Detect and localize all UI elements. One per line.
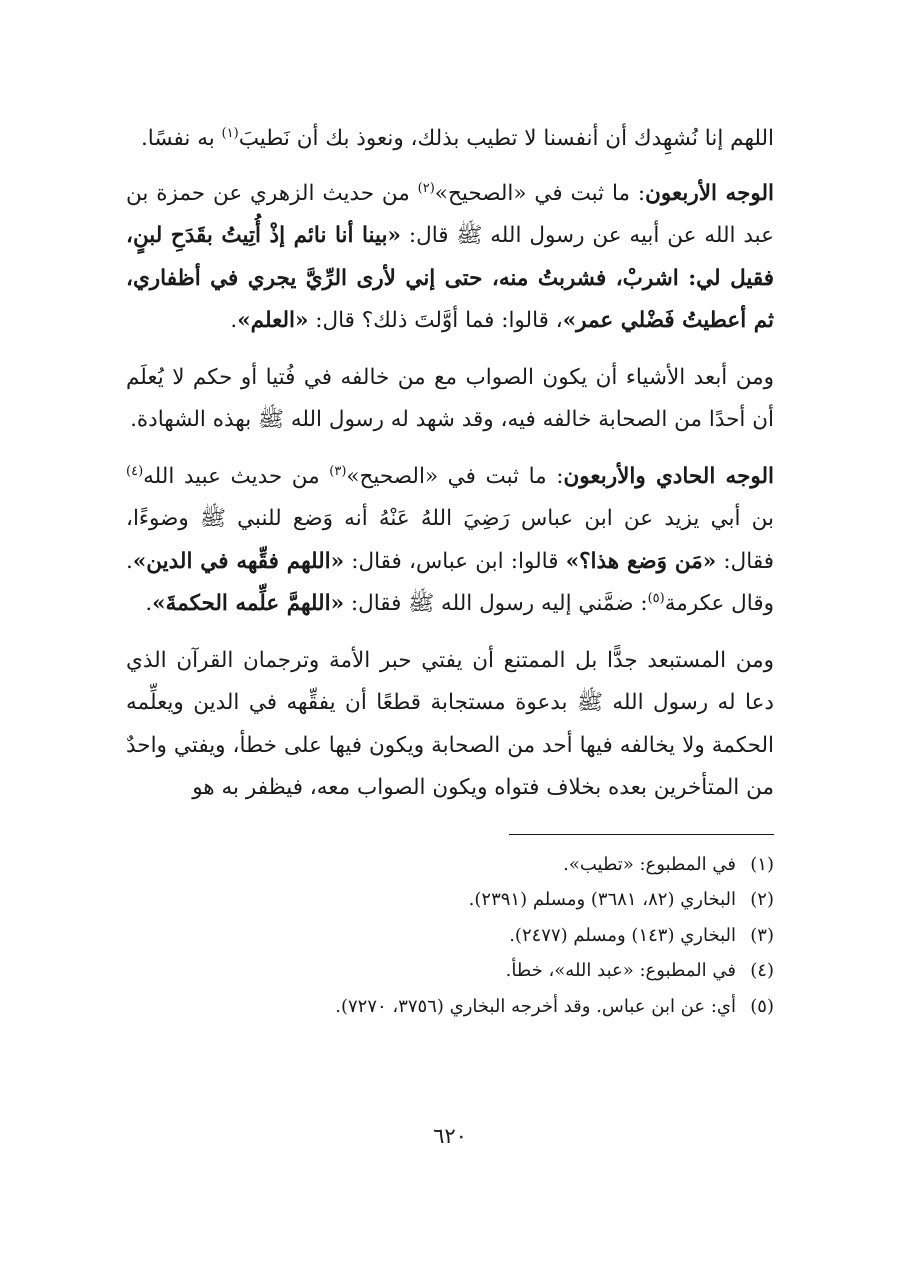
- footnote-text: في المطبوع: «عبد الله»، خطأ.: [505, 960, 736, 981]
- section-heading: الوجه الحادي والأربعون: [563, 463, 775, 489]
- hadith-quote: «بينا أنا نائم إذْ أُتِيتُ بقَدَحِ لبنٍ، فقيل لي: اشربْ، فشربتُ منه، حتى إني لأرى الرِّيَّ يجري في أظفاري، ثم أعطيتُ فَضْلي عمر»: [126, 223, 774, 333]
- footnote-3: [126, 918, 774, 954]
- footnote-4: [126, 953, 774, 989]
- paragraph-text: : ضمَّني إليه رسول الله ﷺ فقال:: [344, 591, 648, 616]
- footnote-divider: [509, 834, 774, 835]
- footnote-number: (١): [750, 853, 774, 875]
- footnote-number: (٥): [750, 995, 774, 1017]
- footnote-2: [126, 882, 774, 918]
- paragraph-text: قالوا: ابن عباس، فقال:: [344, 548, 566, 574]
- footnote-ref[interactable]: (٢): [417, 180, 435, 196]
- paragraph-4: [126, 456, 774, 626]
- paragraph-5: ومن المستبعد جدًّا بل الممتنع أن يفتي حبر الأمة وترجمان القرآن الذي دعا له رسول الله ﷺ بدعوة مستجابة قطعًا أن يفقِّهه في الدين ويعلِّمه الحكمة ولا يخالفه فيها أحد من الصحابة ويكون فيها على خطأ، ويفتي واحدٌ من المتأخرين بعده بخلاف فتواه ويكون الصواب معه، فيظفر به هو: [126, 647, 774, 800]
- hadith-quote: «العلم»: [237, 308, 309, 333]
- footnote-number: (٢): [750, 889, 774, 910]
- paragraph-text: .: [230, 308, 238, 333]
- paragraph-text: من حديث عبيد الله: [143, 463, 330, 489]
- footnote-text: في المطبوع: «تطيب».: [563, 853, 736, 875]
- paragraph-text: : ما ثبت في «الصحيح»: [346, 463, 564, 489]
- footnote-text: أي: عن ابن عباس. وقد أخرجه البخاري (٣٧٥٦، ٧٢٧٠).: [335, 995, 736, 1017]
- paragraph-text: اللهم إنا نُشهِدك أن أنفسنا لا تطيب بذلك، ونعوذ بك أن نَطيبَ: [238, 126, 774, 151]
- footnote-text: البخاري (١٤٣) ومسلم (٢٤٧٧).: [509, 924, 736, 946]
- footnotes: [126, 847, 774, 1025]
- hadith-quote: «اللهم فقِّهه في الدين»: [132, 548, 345, 574]
- paragraph-1: [126, 118, 774, 161]
- footnote-5: [126, 989, 774, 1025]
- paragraph-2: [126, 173, 774, 343]
- hadith-quote: «مَن وَضع هذا؟»: [565, 548, 717, 574]
- paragraph-text: بن أبي يزيد عن ابن عباس رَضِيَ اللهُ عَنْهُ أنه وَضع للنبي ﷺ وضوءًا، فقال:: [126, 506, 774, 574]
- page-number: ٦٢٠: [433, 1124, 467, 1148]
- footnote-number: (٤): [750, 960, 774, 981]
- paragraph-text: به نفسًا.: [140, 126, 222, 151]
- paragraph-text: ، قالوا: فما أوَّلتَ ذلك؟ قال:: [308, 308, 563, 333]
- paragraph-text: من حديث الزهري عن حمزة بن عبد الله عن أبيه عن رسول الله ﷺ قال:: [126, 180, 774, 248]
- paragraph-text: : ما ثبت في «الصحيح»: [434, 180, 646, 206]
- paragraph-text: .: [145, 591, 153, 616]
- hadith-quote: «اللهمَّ علِّمه الحكمةَ»: [152, 591, 345, 616]
- footnote-text: البخاري (٨٢، ٣٦٨١) ومسلم (٢٣٩١).: [468, 889, 736, 910]
- paragraph-3: ومن أبعد الأشياء أن يكون الصواب مع من خالفه في فُتيا أو حكم لا يُعلَم أن أحدًا من الصحابة خالفه فيه، وقد شهد له رسول الله ﷺ بهذه الشهادة.: [126, 364, 774, 432]
- footnote-ref[interactable]: (٤): [126, 463, 144, 479]
- footnote-ref[interactable]: (٥): [647, 590, 665, 606]
- footnote-1: [126, 847, 774, 883]
- section-heading: الوجه الأربعون: [645, 180, 774, 206]
- footnote-number: (٣): [750, 924, 774, 946]
- footnote-ref[interactable]: (١): [221, 125, 239, 141]
- footnote-ref[interactable]: (٣): [329, 463, 347, 479]
- paragraph-text: . وقال عكرمة: [126, 548, 774, 616]
